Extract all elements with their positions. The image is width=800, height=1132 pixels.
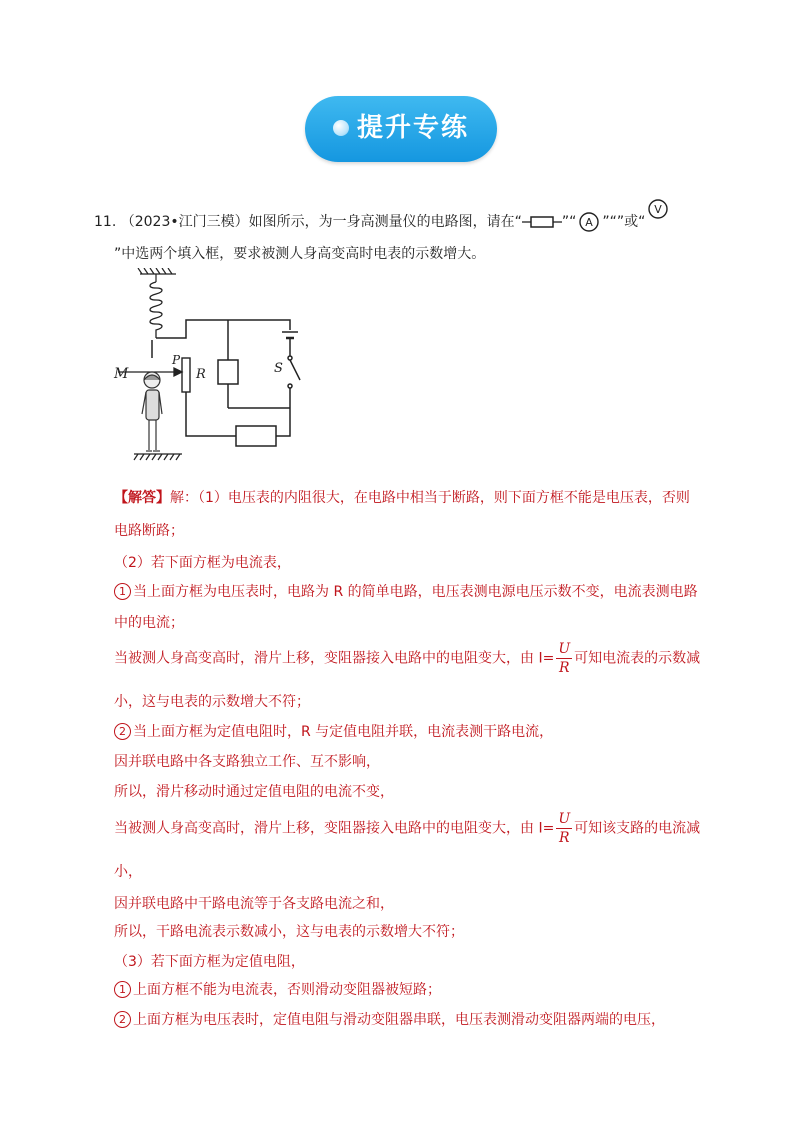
ammeter-letter: A [585, 216, 594, 229]
answer-text-8: 当上面方框为定值电阻时，R 与定值电阻并联，电流表测干路电流， [133, 724, 554, 740]
label-r: R [196, 367, 206, 382]
answer-line-7: 小，这与电表的示数增大不符； [114, 694, 310, 710]
answer-text-11b: 可知该支路的电流减 [574, 820, 701, 837]
quote-sep-2: ”“ [602, 214, 617, 230]
answer-line-5: 中的电流； [114, 615, 184, 631]
badge-label: 提升专练 [357, 113, 470, 143]
answer-line-2: 电路断路； [114, 523, 184, 539]
answer-line-17 [114, 1010, 665, 1030]
upper-box [218, 360, 238, 384]
resistor-symbol-icon [522, 215, 562, 229]
person-figure [142, 372, 162, 451]
circled-number-3: 1 [114, 981, 131, 998]
question-number: 11. [94, 214, 117, 230]
answer-line-8 [114, 722, 553, 742]
circled-number-4: 2 [114, 1011, 131, 1028]
voltmeter-symbol-icon [645, 198, 671, 220]
fraction-u-over-r-2 [556, 810, 572, 847]
answer-text-16: 上面方框不能为电流表，否则滑动变阻器被短路； [133, 982, 441, 998]
answer-tag: 【解答】 [114, 490, 170, 506]
answer-text-6b: 可知电流表的示数减 [574, 650, 701, 667]
answer-line-4 [114, 582, 698, 602]
ammeter-symbol-icon [576, 211, 602, 233]
answer-text-4: 当上面方框为电压表时，电路为 R 的简单电路，电压表测电源电压示数不变，电流表测电路 [133, 584, 698, 600]
badge-dot-icon [333, 120, 349, 136]
circled-number-1: 1 [114, 583, 131, 600]
fraction-num-2: U [558, 811, 571, 827]
label-s: S [274, 361, 283, 376]
answer-text-17: 上面方框为电压表时，定值电阻与滑动变阻器串联，电压表测滑动变阻器两端的电压， [133, 1012, 665, 1028]
quote-sep-1: ”“ [561, 214, 577, 230]
voltmeter-letter: V [654, 203, 663, 216]
answer-line-11 [114, 810, 700, 847]
label-m: M [114, 366, 129, 382]
answer-line-15: （3）若下面方框为定值电阻， [114, 954, 305, 970]
fraction-u-over-r [556, 640, 572, 677]
rheostat [182, 358, 190, 392]
answer-line-14: 所以，干路电流表示数减小，这与电表的示数增大不符； [114, 924, 464, 940]
answer-line-6 [114, 640, 700, 677]
lower-box [236, 426, 276, 446]
answer-text-11a: 当被测人身高变高时，滑片上移，变阻器接入电路中的电阻变大，由 I= [114, 820, 555, 837]
section-badge [305, 96, 497, 162]
question-text: 如图所示，为一身高测量仪的电路图，请在“ [248, 214, 522, 230]
answer-line-16 [114, 980, 441, 1000]
answer-text-6a: 当被测人身高变高时，滑片上移，变阻器接入电路中的电阻变大，由 I= [114, 650, 555, 667]
answer-text-1: 解：（1）电压表的内阻很大，在电路中相当于断路，则下面方框不能是电压表，否则 [170, 490, 690, 506]
question-line-1 [94, 198, 671, 233]
answer-line-1 [114, 488, 690, 508]
fraction-den-2: R [558, 830, 570, 846]
quote-or: ”或“ [616, 214, 646, 230]
fraction-den: R [558, 660, 570, 676]
question-line-2: ”中选两个填入框，要求被测人身高变高时电表的示数增大。 [114, 246, 486, 262]
answer-line-12: 小， [114, 864, 142, 880]
spring [150, 282, 162, 338]
label-p: P [172, 353, 181, 367]
answer-line-3: （2）若下面方框为电流表， [114, 555, 291, 571]
answer-line-10: 所以，滑片移动时通过定值电阻的电流不变， [114, 784, 394, 800]
fraction-num: U [558, 641, 571, 657]
answer-line-13: 因并联电路中干路电流等于各支路电流之和， [114, 896, 394, 912]
circuit-diagram [110, 268, 310, 464]
circled-number-2: 2 [114, 723, 131, 740]
answer-line-9: 因并联电路中各支路独立工作、互不影响， [114, 754, 380, 770]
question-source: （2023•江门三模） [120, 214, 249, 230]
